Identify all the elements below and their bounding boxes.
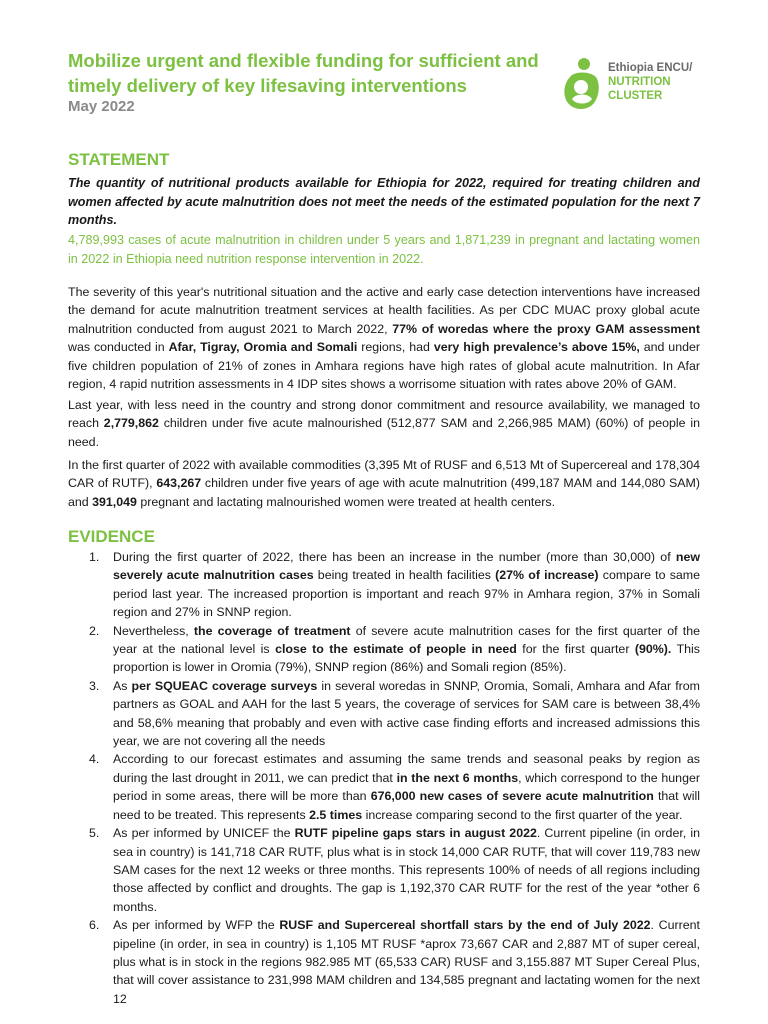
text-run: , which correspond to the hunger period in some areas, there will be more than bbox=[113, 770, 700, 804]
logo-text-line3: CLUSTER bbox=[608, 90, 663, 102]
evidence-item-number: 1. bbox=[89, 550, 100, 564]
logo-text-line1: Ethiopia ENCU/ bbox=[608, 62, 693, 74]
bold-text: RUTF pipeline gaps stars in august 2022 bbox=[294, 826, 537, 841]
bold-text: RUSF and Supercereal shortfall stars by the end of July 2022 bbox=[279, 918, 651, 933]
text-run: and under five children population of 21% of zones in Amhara regions have high rates of global acute malnutrition. In Afar region, 4 rapid nutrition assessments in 4 IDP sites shows a worrisome situation with rates above 20% of GAM. bbox=[68, 340, 701, 392]
evidence-item-number: 3. bbox=[89, 678, 100, 693]
bold-text: new severely acute malnutrition cases bbox=[113, 550, 700, 583]
statement-heading: STATEMENT bbox=[68, 150, 170, 169]
evidence-item-number: 5. bbox=[89, 826, 100, 841]
text-run: The severity of this year's nutritional situation and the active and early case detection interventions have increased the demand for acute malnutrition treatment services at health facilities. As per CDC MUAC proxy global acute malnutrition conducted from august 2021 to March 2022, bbox=[68, 285, 700, 336]
text-run: As bbox=[113, 678, 132, 693]
evidence-item-number: 4. bbox=[89, 752, 100, 767]
mother-child-icon bbox=[560, 55, 604, 117]
statement-paragraph-2 bbox=[68, 396, 700, 451]
text-run: of severe acute malnutrition cases for the first quarter of the year at the national level is bbox=[113, 623, 701, 657]
text-run: Last year, with less need in the country and strong donor commitment and resource availability, we managed to reach bbox=[68, 398, 700, 431]
bold-text: the coverage of treatment bbox=[193, 623, 351, 638]
text-run: was conducted in bbox=[68, 340, 169, 355]
bold-text: close to the estimate of people in need bbox=[275, 642, 517, 657]
evidence-item bbox=[68, 677, 700, 751]
evidence-list bbox=[68, 548, 700, 1008]
evidence-item-number: 2. bbox=[89, 623, 100, 638]
text-run: This proportion is lower in Oromia (79%), SNNP region (86%) and Somali region (85%). bbox=[113, 642, 700, 675]
text-run: According to our forecast estimates and assuming the same trends and seasonal peaks by region as during the last drought in 2011, we can predict that bbox=[113, 752, 700, 785]
bold-text: 2,779,862 bbox=[103, 416, 159, 431]
bold-text: 77% of woredas where the proxy GAM assessment bbox=[392, 321, 700, 336]
text-run: As per informed by WFP the bbox=[113, 918, 280, 933]
evidence-heading: EVIDENCE bbox=[68, 527, 155, 546]
text-run: children under five acute malnourished (512,877 SAM and 2,266,985 MAM) (60%) of people in need. bbox=[68, 416, 700, 449]
bold-text: per SQUEAC coverage surveys bbox=[131, 678, 318, 693]
bold-text: (90%). bbox=[634, 642, 672, 657]
bold-text: 2.5 times bbox=[309, 807, 363, 822]
bold-text: (27% of increase) bbox=[495, 568, 599, 583]
statement-lead: The quantity of nutritional products available for Ethiopia for 2022, required for treating children and women affected by acute malnutrition does not meet the needs of the estimated population for the next 7 months. bbox=[68, 176, 700, 227]
text-run: pregnant and lactating malnourished women were treated at health centers. bbox=[136, 494, 556, 509]
bold-text: very high prevalence’s above 15%, bbox=[433, 340, 640, 355]
text-run: children under five years of age with acute malnutrition (499,187 MAM and 144,080 SAM) and bbox=[68, 476, 700, 509]
statement-paragraph-3 bbox=[68, 456, 700, 511]
bold-text: 643,267 bbox=[156, 476, 202, 491]
text-run: that will need to be treated. This represents bbox=[113, 789, 700, 822]
text-run: As per informed by UNICEF the bbox=[113, 826, 295, 841]
text-run: . Current pipeline (in order, in sea in country) is 1,105 MT RUSF *aprox 73,667 CAR and 2,887 MT of super cereal, plus what is in stock in the regions 982.985 MT (65,533 CAR) RUSF and 3,155.887 MT Super Cereal Plus, that will cover assistance to 231,998 MAM children and 134,585 pregnant and lactating women for the next 12 bbox=[113, 918, 700, 1006]
bold-text: 676,000 new cases of severe acute malnutrition bbox=[370, 789, 654, 804]
text-run: increase comparing second to the first quarter of the year. bbox=[362, 807, 683, 822]
publication-date: May 2022 bbox=[68, 98, 135, 115]
text-run: regions, had bbox=[357, 340, 434, 355]
text-run: . Current pipeline (in order, in sea in country) is 141,718 CAR RUTF, plus what is in stock 14,000 CAR RUTF, that will cover 119,783 new SAM cases for the next 12 weeks or three months. This represents 100% of needs of all regions including those affected by conflict and droughts. The gap is 1,192,370 CAR RUTF for the rest of the year *other 6 months. bbox=[113, 826, 700, 914]
evidence-item bbox=[68, 548, 700, 622]
bold-text: in the next 6 months bbox=[396, 770, 519, 785]
cluster-logo bbox=[560, 55, 720, 117]
text-run: in several woredas in SNNP, Oromia, Somali, Amhara and Afar from partners as GOAL and AAH for the last 5 years, the coverage of services for SAM care is between 38,4% and 58,6% meaning that probably and even with active case finding efforts and increased admissions this year, we are not covering all the needs bbox=[113, 678, 700, 749]
text-run: for the first quarter bbox=[516, 642, 635, 657]
text-run: During the first quarter of 2022, there has been an increase in the number (more than 30,000) of bbox=[113, 550, 676, 564]
bold-text: 391,049 bbox=[92, 494, 137, 509]
page-title: Mobilize urgent and flexible funding for sufficient and timely delivery of key lifesaving interventions bbox=[68, 50, 539, 96]
text-run: being treated in health facilities bbox=[313, 568, 496, 583]
text-run: Nevertheless, bbox=[113, 623, 194, 638]
text-run: In the first quarter of 2022 with available commodities (3,395 Mt of RUSF and 6,513 Mt of Supercereal and 178,304 CAR of RUTF), bbox=[68, 458, 700, 491]
bold-text: Afar, Tigray, Oromia and Somali bbox=[168, 340, 358, 355]
evidence-item bbox=[68, 824, 700, 916]
logo-text-line2: NUTRITION bbox=[608, 76, 671, 88]
evidence-item bbox=[68, 622, 700, 677]
evidence-item bbox=[68, 916, 700, 1008]
statement-highlight: 4,789,993 cases of acute malnutrition in children under 5 years and 1,871,239 in pregnant and lactating women in 2022 in Ethiopia need nutrition response intervention in 2022. bbox=[68, 233, 700, 266]
statement-paragraph-1 bbox=[68, 283, 700, 393]
text-run: compare to same period last year. The increased proportion is important and reach 97% in Amhara region, 37% in Somali region and 27% in SNNP region. bbox=[113, 568, 700, 620]
evidence-item bbox=[68, 750, 700, 824]
evidence-item-number: 6. bbox=[89, 918, 100, 933]
